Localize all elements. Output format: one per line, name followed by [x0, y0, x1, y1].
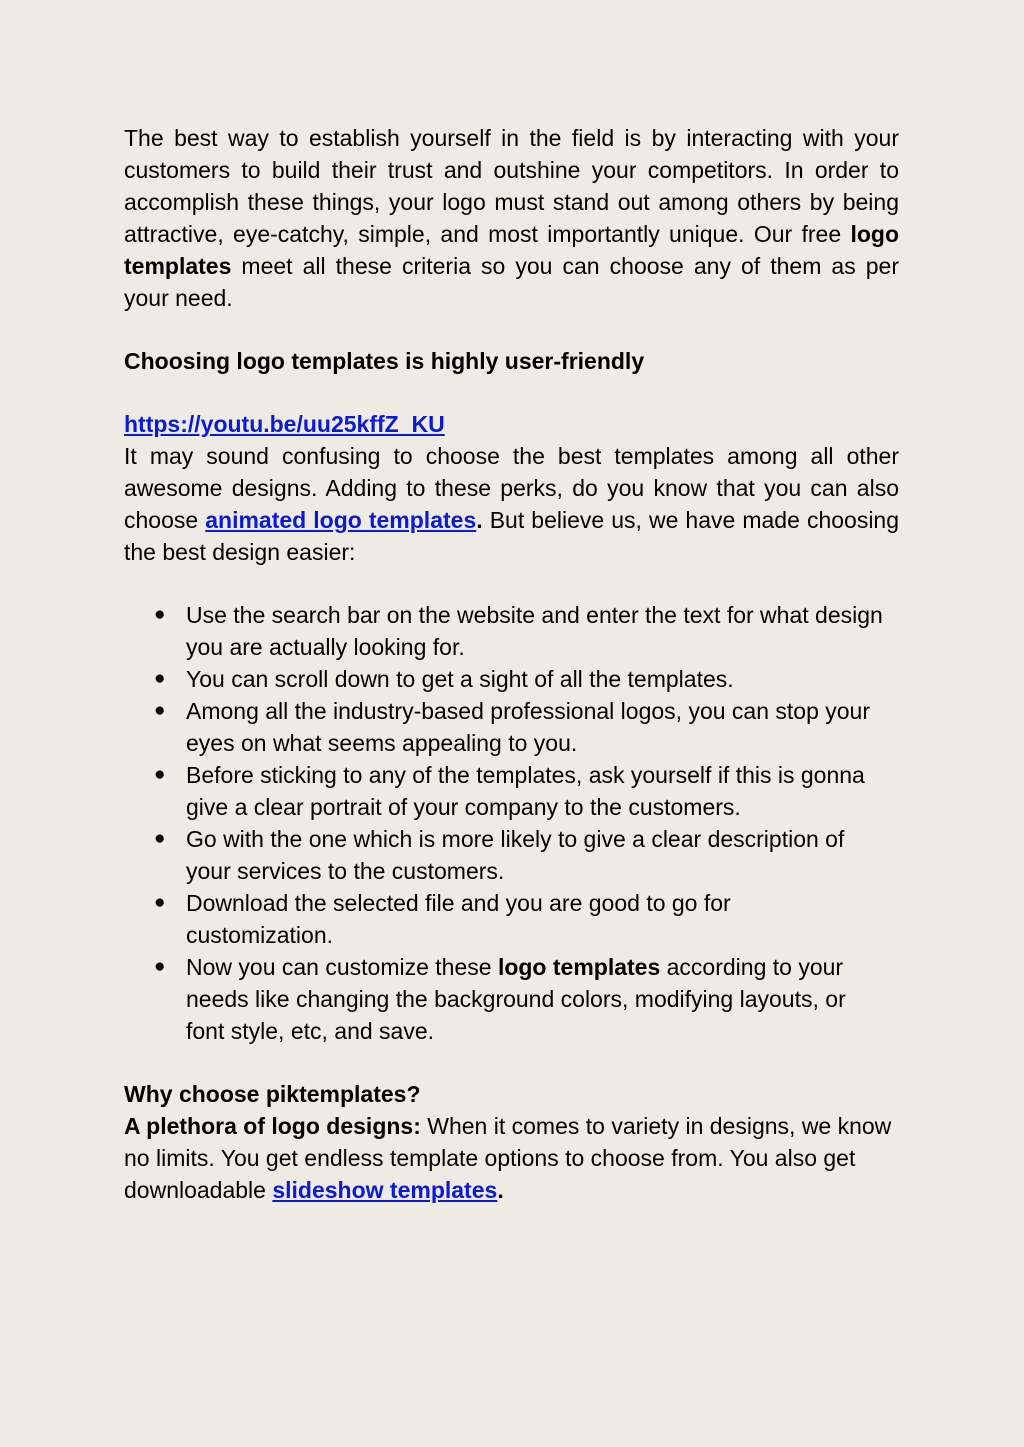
list-item — [124, 823, 884, 887]
bullet-icon: ● — [154, 828, 166, 849]
bullet-icon: ● — [154, 668, 166, 689]
list-item-text: Go with the one which is more likely to give a clear description of your services to the customers. — [186, 826, 845, 884]
youtube-link[interactable]: https://youtu.be/uu25kffZ_KU — [124, 411, 445, 437]
bullet-icon: ● — [154, 892, 166, 913]
list-item — [124, 599, 884, 663]
list-item-text: Now you can customize these — [186, 954, 498, 980]
why-lead-bold: A plethora of logo designs: — [124, 1113, 421, 1139]
section-heading-why: Why choose piktemplates? — [124, 1081, 421, 1107]
list-item — [124, 759, 884, 823]
list-item-text: You can scroll down to get a sight of all the templates. — [186, 666, 734, 692]
list-item — [124, 887, 884, 951]
intro-bold-logo-templates: logo templates — [124, 221, 899, 279]
video-link-line — [124, 408, 899, 440]
bullet-icon: ● — [154, 956, 166, 977]
list-item-bold-logo-templates: logo templates — [497, 954, 661, 980]
slideshow-templates-link[interactable]: slideshow templates — [272, 1177, 498, 1203]
intro-text-end: meet all these criteria so you can choose any of them as per your need. — [124, 253, 899, 311]
spacer — [124, 568, 899, 599]
choosing-paragraph — [124, 440, 899, 568]
spacer — [124, 377, 899, 408]
spacer — [124, 1047, 899, 1078]
bullet-icon: ● — [154, 764, 166, 785]
list-item — [124, 695, 884, 759]
choosing-text-end: But believe us, we have made choosing the best design easier: — [124, 507, 900, 565]
why-period: . — [497, 1177, 504, 1203]
list-item — [124, 951, 884, 1047]
document-body — [124, 122, 899, 1206]
list-item — [124, 663, 884, 695]
bullet-icon: ● — [154, 700, 166, 721]
choosing-text: It may sound confusing to choose the best templates among all other awesome designs. Adding to these perks, do you know that you can also choose — [124, 443, 899, 533]
spacer — [124, 314, 899, 345]
list-item-text: Use the search bar on the website and enter the text for what design you are actually looking for. — [186, 602, 883, 660]
intro-paragraph — [124, 122, 899, 314]
why-paragraph — [124, 1110, 899, 1206]
why-text: When it comes to variety in designs, we know no limits. You get endless template options to choose from. You also get downloadable — [124, 1113, 892, 1203]
section-heading-choosing: Choosing logo templates is highly user-friendly — [124, 348, 645, 374]
list-item-text: Download the selected file and you are good to go for customization. — [186, 890, 731, 948]
steps-list — [124, 599, 884, 1047]
choosing-period: . — [476, 507, 483, 533]
animated-logo-templates-link[interactable]: animated logo templates — [205, 507, 477, 533]
intro-text: The best way to establish yourself in the field is by interacting with your customers to build their trust and outshine your competitors. In order to accomplish these things, your logo must stand out among others by being attractive, eye-catchy, simple, and most importantly unique. Our free — [124, 125, 899, 247]
list-item-text: Among all the industry-based professional logos, you can stop your eyes on what seems appealing to you. — [186, 698, 871, 756]
list-item-text: Before sticking to any of the templates, ask yourself if this is gonna give a clear portrait of your company to the customers. — [186, 762, 865, 820]
list-item-text-end: according to your needs like changing the background colors, modifying layouts, or font style, etc, and save. — [186, 954, 846, 1044]
bullet-icon: ● — [154, 604, 166, 625]
